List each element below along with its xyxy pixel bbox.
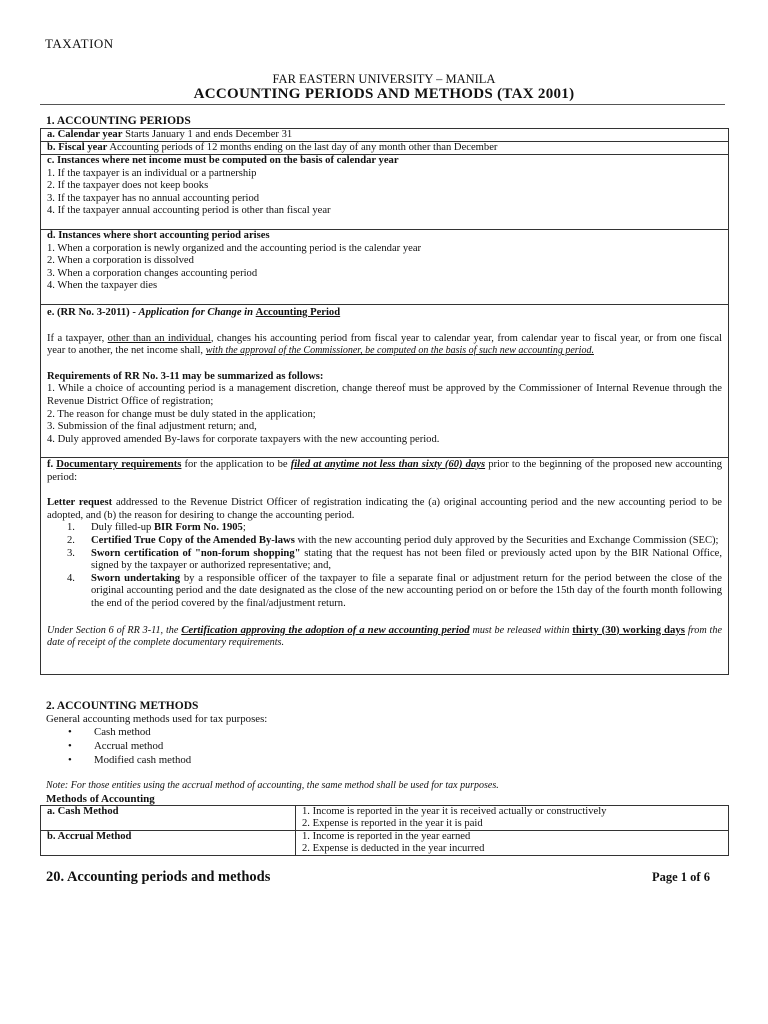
page-number: Page 1 of 6 [652,870,710,884]
list-item: 4. Duly approved amended By-laws for corporate taxpayers with the new accounting period. [47,433,440,445]
requirements-heading: Requirements of RR No. 3-11 may be summarized as follows: [47,370,324,382]
doc-req-list [47,522,722,610]
rr-heading-italic: Application for Change in [138,307,256,318]
list-item: 4. Sworn undertaking by a responsible officer of the taxpayer to file a separate final or adjustment return for the period between the close of the original accounting period and the date designated as the close of the new accounting period on or before the 15th day of the fourth month following the end of the period covered by the final/adjustment return. [67,572,722,609]
list-item: 3. If the taxpayer has no annual accounting period [47,192,260,204]
section-2-heading: 2. ACCOUNTING METHODS [46,700,199,712]
list-item: 3. When a corporation changes accounting period [47,267,258,279]
list-item: 2. If the taxpayer does not keep books [47,180,209,192]
certification-release-note: Under Section 6 of RR 3-11, the Certification approving the adoption of a new accounting period must be released within thirty (30) working days from the date of receipt of the complete documentary requirements. [47,623,722,649]
list-item: 1. When a corporation is newly organized and the accounting period is the calendar year [47,242,422,254]
fiscal-year-label: b. Fiscal year [47,142,108,153]
table-row [41,806,729,831]
list-item: 3. Sworn certification of "non-forum shopping" stating that the request has not been filed or previously acted upon by the BIR National Office, signed by the taxpayer or authorized representative; and, [67,547,722,572]
list-item: 4. If the taxpayer annual accounting period is other than fiscal year [47,205,331,217]
footer-chapter: 20. Accounting periods and methods [46,869,271,885]
bullet-icon: • [68,740,72,752]
list-item: 1. While a choice of accounting period is a management discretion, change thereof must be approved by the Commissioner of Internal Revenue through the Revenue District Office of registration; [47,383,722,407]
document-title: ACCOUNTING PERIODS AND METHODS (TAX 2001) [193,86,575,102]
change-paragraph: If a taxpayer, other than an individual, changes his accounting period from fiscal year to calendar year, from calendar year to fiscal year, or from one fiscal year to another, the net income shall, with the approval of the Commissioner, be computed on the basis of such new accounting period. [47,332,722,357]
university-name: FAR EASTERN UNIVERSITY – MANILA [272,72,496,86]
row-calendar-basis [40,154,729,230]
table-row [41,831,729,856]
fiscal-year-text: Accounting periods of 12 months ending on the last day of any month other than December [107,142,498,153]
row-calendar-year [40,128,729,142]
list-item: • Accrual method [68,740,164,752]
accrual-note: Note: For those entities using the accrual method of accounting, the same method shall be used for tax purposes. [46,780,499,791]
cash-method-label: a. Cash Method [41,806,296,831]
list-item: 4. When the taxpayer dies [47,280,158,292]
list-item: 2. When a corporation is dissolved [47,255,194,267]
list-item: 2. Certified True Copy of the Amended By-laws with the new accounting period duly approved by the Securities and Exchange Commission (SEC); [67,534,719,546]
row-change-application [40,304,729,458]
header-taxation: TAXATION [45,36,114,51]
row-short-period [40,229,729,305]
methods-table [40,805,729,856]
letter-request-paragraph: Letter request addressed to the Revenue District Officer of registration indicating the (a) original accounting period and the new accounting period to be adopted, and (b) the reason for desiring to change the accounting period. [47,497,722,521]
calendar-year-text: Starts January 1 and ends December 31 [122,129,293,140]
list-item: 3. Submission of the final adjustment return; and, [47,421,257,433]
short-period-heading: d. Instances where short accounting period arises [47,230,270,241]
list-item: • Cash method [68,726,151,738]
bullet-icon: • [68,726,72,738]
calendar-basis-heading: c. Instances where net income must be computed on the basis of calendar year [47,155,399,166]
list-item: 1. If the taxpayer is an individual or a partnership [47,167,257,179]
title-rule [40,104,725,105]
row-documentary-requirements [40,457,729,675]
list-item: 2. The reason for change must be duly stated in the application; [47,408,316,420]
bullet-icon: • [68,754,72,766]
general-methods-text: General accounting methods used for tax purposes: [46,713,268,725]
accrual-method-detail: 1. Income is reported in the year earned 2. Expense is deducted in the year incurred [296,831,729,856]
doc-req-paragraph: f. Documentary requirements for the application to be filed at anytime not less than sixty (60) days prior to the beginning of the proposed new accounting period: [47,459,722,483]
accrual-method-label: b. Accrual Method [41,831,296,856]
list-item: 1. Duly filled-up BIR Form No. 1905; [67,522,246,534]
section-1-heading: 1. ACCOUNTING PERIODS [46,115,191,127]
row-fiscal-year [40,141,729,155]
methods-heading: Methods of Accounting [46,793,155,805]
cash-method-detail: 1. Income is reported in the year it is received actually or constructively 2. Expense is reported in the year it is paid [296,806,729,831]
list-item: • Modified cash method [68,754,192,766]
calendar-year-label: a. Calendar year [47,129,123,140]
rr-heading-label: e. (RR No. 3-2011) - [47,307,139,318]
rr-heading-underline: Accounting Period [255,307,341,318]
